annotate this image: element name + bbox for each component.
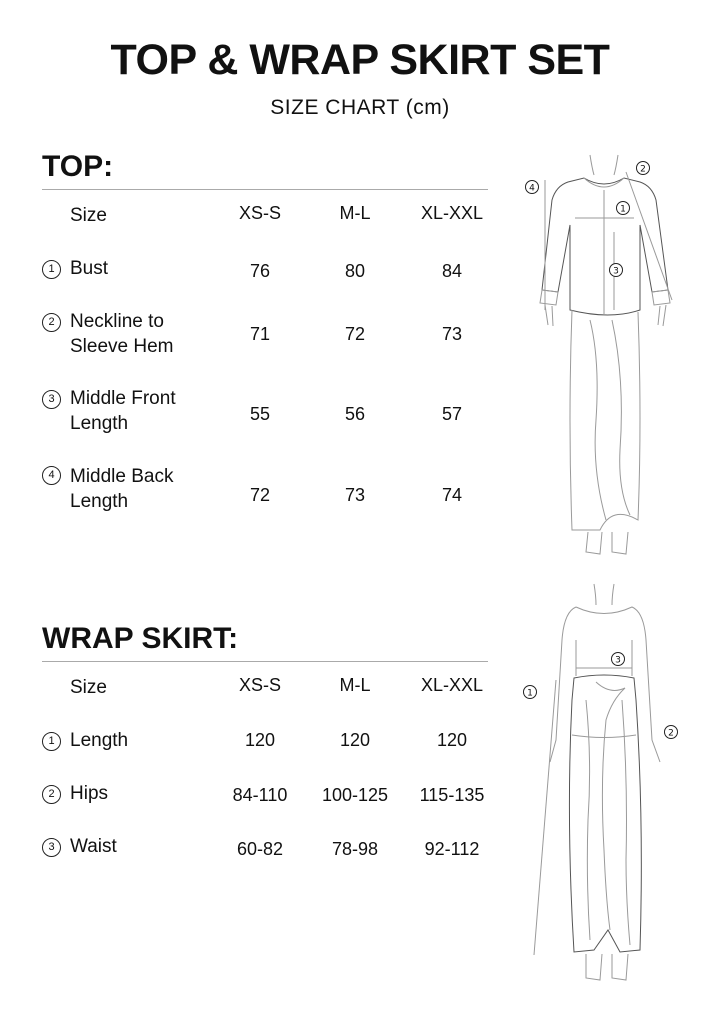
row-label: Middle Front Length [70, 388, 176, 434]
row-value: 84-110 [232, 785, 288, 805]
row-number-badge: 3 [42, 838, 61, 857]
row-number-badge: 4 [42, 466, 61, 485]
page-subtitle: SIZE CHART (cm) [270, 96, 450, 119]
row-label: Neckline to Sleeve Hem [70, 311, 174, 357]
top-size-col-2: M-L [339, 203, 371, 223]
row-value: 92-112 [424, 839, 480, 859]
svg-text:2: 2 [668, 728, 674, 739]
row-value: 72 [249, 485, 271, 505]
svg-text:3: 3 [613, 266, 619, 277]
row-number-badge: 1 [42, 260, 61, 279]
svg-text:1: 1 [620, 204, 626, 215]
page-title: TOP & WRAP SKIRT SET [110, 36, 610, 84]
top-figure-illustration [540, 155, 672, 554]
svg-text:4: 4 [529, 183, 535, 194]
row-number-badge: 2 [42, 313, 61, 332]
row-value: 60-82 [236, 839, 284, 859]
row-number-badge: 3 [42, 390, 61, 409]
row-value: 78-98 [331, 839, 379, 859]
skirt-size-col-1: XS-S [238, 675, 281, 695]
svg-text:2: 2 [640, 164, 646, 175]
skirt-measure-mark-1 [524, 686, 537, 699]
skirt-measure-mark-2 [665, 726, 678, 739]
row-value: 120 [436, 730, 468, 750]
row-label: Hips [70, 783, 109, 804]
top-size-label: Size [70, 205, 107, 226]
skirt-size-col-3: XL-XXL [420, 675, 484, 695]
row-value: 56 [344, 404, 366, 424]
row-value: 76 [249, 261, 271, 281]
row-value: 72 [344, 324, 366, 344]
skirt-size-label: Size [70, 677, 107, 698]
top-size-col-1: XS-S [238, 203, 281, 223]
row-label: Middle Back Length [70, 466, 174, 512]
row-value: 115-135 [419, 785, 485, 805]
row-label: Bust [70, 258, 109, 279]
top-section-title: TOP: [42, 150, 114, 183]
top-size-col-3: XL-XXL [420, 203, 484, 223]
row-value: 74 [441, 485, 463, 505]
top-measure-mark-1 [617, 202, 630, 215]
top-measure-mark-4 [526, 181, 539, 194]
row-value: 120 [244, 730, 276, 750]
skirt-measure-mark-3 [612, 653, 625, 666]
row-value: 73 [441, 324, 463, 344]
row-number-badge: 1 [42, 732, 61, 751]
row-value: 71 [249, 324, 271, 344]
svg-text:1: 1 [527, 688, 533, 699]
row-value: 55 [249, 404, 271, 424]
row-value: 120 [339, 730, 371, 750]
row-value: 57 [441, 404, 463, 424]
skirt-figure-illustration [534, 584, 660, 980]
top-measure-mark-3 [610, 264, 623, 277]
top-measure-mark-2 [637, 162, 650, 175]
skirt-size-col-2: M-L [339, 675, 371, 695]
row-label: Waist [70, 836, 117, 857]
row-label: Length [70, 730, 129, 751]
skirt-section-title: WRAP SKIRT: [42, 622, 239, 655]
row-value: 80 [344, 261, 366, 281]
row-number-badge: 2 [42, 785, 61, 804]
svg-text:3: 3 [615, 655, 621, 666]
row-value: 84 [441, 261, 463, 281]
row-value: 100-125 [321, 785, 389, 805]
row-value: 73 [344, 485, 366, 505]
